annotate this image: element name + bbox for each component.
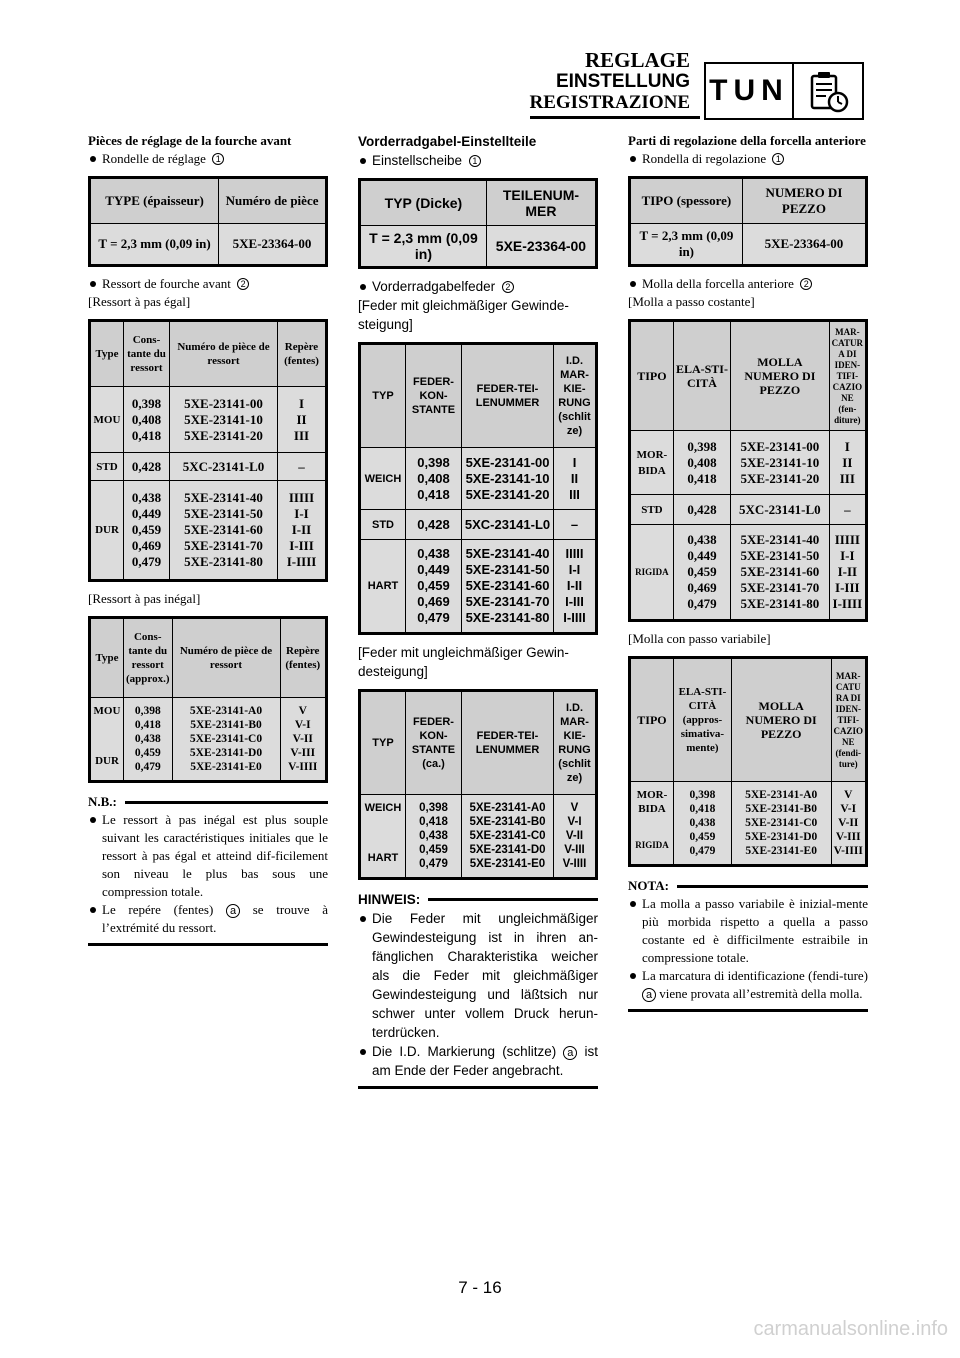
section-titles — [530, 50, 691, 113]
spring-rate: 0,398 0,408 0,418 — [124, 387, 170, 453]
callout-a: a — [226, 904, 240, 918]
header-rule — [530, 116, 700, 119]
section-badge — [704, 62, 864, 120]
title-fr: REGLAGE — [584, 48, 690, 72]
spring-variable-table-it: TIPO ELA-STI-CITÀ (appros-simativa-mente) MOLLA NUMERO DI PEZZO MAR-CATU RA DI IDEN-TIFI-CAZIO NE (fendi-ture) MOR-BIDA RIGIDA 0,398 0,418 0,438 0,459 0,479 5XE-23141-A0 5XE-23141-B0 5XE-23141-C0 5XE-23141-D0 5XE-23141-E0 V V-I V-II V-III V-IIII — [628, 656, 868, 867]
part-number: 5XE-23141-00 5XE-23141-10 5XE-23141-20 — [170, 387, 278, 453]
bullet-washer-it: Rondella di regolazione 1 — [628, 150, 868, 168]
label-uneven-pitch-fr: [Ressort à pas inégal] — [88, 591, 201, 606]
spring-variable-table-fr: Type Cons-tante du ressort (approx.) Numéro de pièce de ressort Repère (fentes) MOU DUR 0,398 0,418 0,438 0,459 0,479 5XE-23141-A0 5XE-23141-B0 5XE-23141-C0 5XE-23141-D0 5XE-23141-E0 V V-I V-II V-III V-IIII — [88, 616, 328, 783]
bullet-spring-it: Molla della forcella anteriore 2 — [628, 275, 868, 293]
note-de: HINWEIS: Die Feder mit ungleichmäßiger Gewindesteigung ist in ihren an-fänglichen Charakteristika weicher als die Feder mit gleichmäßiger Gewindesteigung und läßtsich nur schwer unter vollem Druck herun-terdrücken. Die I.D. Markierung (schlitze) a ist am Ende der Feder angebracht. — [358, 890, 598, 1089]
heading-fr: Pièces de réglage de la fourche avant — [88, 133, 292, 148]
page-header — [0, 50, 960, 125]
title-de: EINSTELLUNG — [555, 71, 690, 92]
note-fr: N.B.: Le ressort à pas inégal est plus souple suivant les caractéristiques initiales que le ressort à pas égal et atteind dif-ficilement son niveau le plus bas sous une compression totale. Le repére (fentes) a se trouve à l’extrémité du ressort. — [88, 793, 328, 946]
spring-variable-table-de: TYP FEDER-KON-STANTE (ca.) FEDER-TEI-LENUMMER I.D. MAR-KIE-RUNG (schlit ze) WEICH HART 0,398 0,418 0,438 0,459 0,479 5XE-23141-A0 5XE-23141-B0 5XE-23141-C0 5XE-23141-D0 5XE-23141-E0 V V-I V-II V-III V-IIII — [358, 689, 598, 880]
bullet-spring-de: Vorderradgabelfeder 2 — [358, 277, 598, 296]
column-italian — [628, 132, 868, 1012]
cell-part: 5XE-23364-00 — [219, 224, 327, 266]
section-code: TUN — [706, 64, 794, 118]
label-even-pitch-it: [Molla a passo costante] — [628, 294, 755, 309]
washer-table-de: TYP (Dicke) TEILENUM-MER T = 2,3 mm (0,09 in) 5XE-23364-00 — [358, 178, 598, 269]
page-number: 7 - 16 — [458, 1278, 502, 1297]
column-german — [358, 132, 598, 1089]
col-part: Numéro de pièce — [219, 178, 327, 224]
bullet-washer-fr: Rondelle de réglage 1 — [88, 150, 328, 168]
spring-even-table-de: TYP FEDER-KON-STANTE FEDER-TEI-LENUMMER I.D. MAR-KIE-RUNG (schlit ze) WEICH 0,398 0,408 0,418 5XE-23141-00 5XE-23141-10 5XE-23141-20 I II III STD 0,428 5XC-23141-L0 – HART 0,438 0,449 0,459 0,469 0,479 5XE-23141-40 5XE-23141-50 5XE-23141-60 5XE-23141-70 5XE-23141-80 IIIII I-I I-II I-III I-IIII — [358, 342, 598, 635]
bullet-washer-de: Einstellscheibe 1 — [358, 151, 598, 170]
id-mark: I II III — [278, 387, 327, 453]
label-even-pitch-de: [Feder mit gleichmäßiger Gewinde-steigung] — [358, 298, 569, 332]
callout-2: 2 — [237, 278, 249, 290]
label-even-pitch-fr: [Ressort à pas égal] — [88, 294, 191, 309]
label-uneven-pitch-de: [Feder mit ungleichmäßiger Gewin-desteigung] — [358, 645, 569, 679]
label-uneven-pitch-it: [Molla con passo variabile] — [628, 631, 771, 646]
spring-even-table-it: TIPO ELA-STI-CITÀ MOLLA NUMERO DI PEZZO MAR-CATUR A DI IDEN-TIFI-CAZIO NE (fen-diture) MOR-BIDA 0,398 0,408 0,418 5XE-23141-00 5XE-23141-10 5XE-23141-20 I II III STD 0,428 5XC-23141-L0 – RIGIDA 0,438 0,449 0,459 0,469 0,479 5XE-23141-40 5XE-23141-50 5XE-23141-60 5XE-23141-70 5XE-23141-80 IIIII I-I I-II I-III I-IIII — [628, 319, 868, 622]
heading-de: Vorderradgabel-Einstellteile — [358, 134, 537, 149]
col-type: TYPE (épaisseur) — [90, 178, 219, 224]
bullet-spring-fr: Ressort de fourche avant 2 — [88, 275, 328, 293]
heading-it: Parti di regolazione della forcella anteriore — [628, 133, 866, 148]
note-it: NOTA: La molla a passo variabile è inizial-mente più morbida rispetto a quella a passo costante ed è difficilmente estraibile in compressione totale. La marcatura di identificazione (fendi-ture) a viene provata all’estremità della molla. — [628, 877, 868, 1012]
cell-thickness: T = 2,3 mm (0,09 in) — [90, 224, 219, 266]
watermark: carmanualsonline.info — [753, 1318, 948, 1340]
fork-adjust-icon — [794, 64, 862, 118]
spring-even-table-fr: Type Cons-tante du ressort Numéro de pièce de ressort Repère (fentes) MOU 0,398 0,408 0,418 5XE-23141-00 5XE-23141-10 5XE-23141-20 I II III STD 0,428 5XC-23141-L0 – DUR 0,438 0,449 0,459 0,469 0,479 5XE-23141-40 5XE-23141-50 5XE-23141-60 5XE-23141-70 5XE-23141-80 IIIII I-I I-II I-III I-IIII — [88, 319, 328, 582]
column-french — [88, 132, 328, 946]
title-it: REGISTRAZIONE — [529, 92, 690, 113]
callout-1: 1 — [212, 153, 224, 165]
washer-table-fr — [88, 176, 328, 267]
washer-table-it: TIPO (spessore) NUMERO DI PEZZO T = 2,3 mm (0,09 in) 5XE-23364-00 — [628, 176, 868, 267]
